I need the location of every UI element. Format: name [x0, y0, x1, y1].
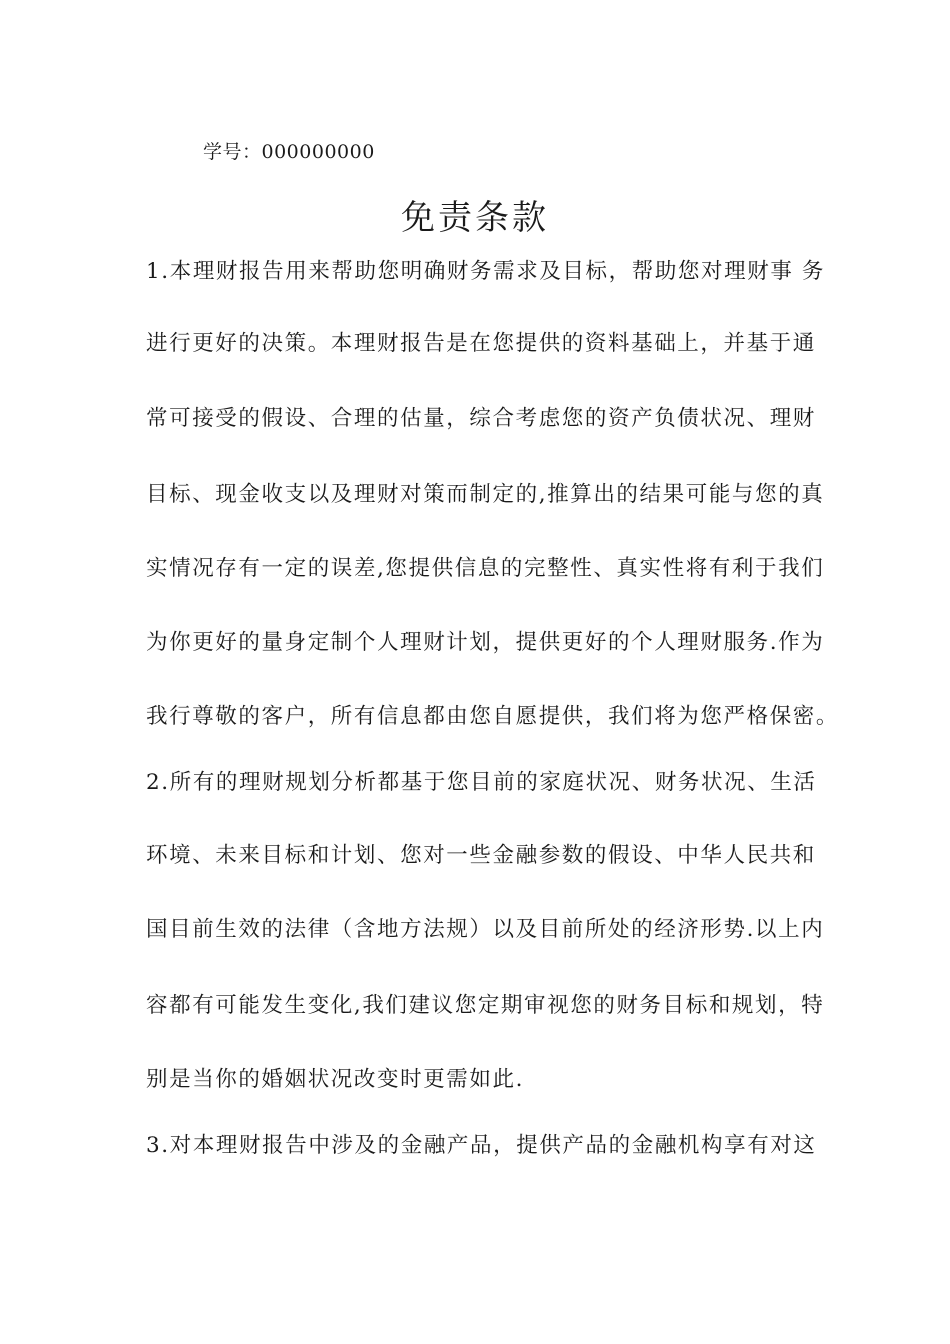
- body-line: 为你更好的量身定制个人理财计划，提供更好的个人理财服务.作为: [146, 630, 825, 655]
- student-id: 学号：000000000: [203, 141, 375, 163]
- body-line: 3.对本理财报告中涉及的金融产品，提供产品的金融机构享有对这: [146, 1133, 817, 1158]
- page-title: 免责条款: [401, 198, 549, 238]
- body-line: 2.所有的理财规划分析都基于您目前的家庭状况、财务状况、生活: [146, 770, 817, 795]
- body-line: 1.本理财报告用来帮助您明确财务需求及目标，帮助您对理财事 务: [146, 259, 825, 284]
- body-line: 实情况存有一定的误差,您提供信息的完整性、真实性将有利于我们: [146, 556, 825, 581]
- body-line: 别是当你的婚姻状况改变时更需如此.: [146, 1067, 525, 1092]
- body-line: 容都有可能发生变化,我们建议您定期审视您的财务目标和规划，特: [146, 993, 825, 1018]
- body-line: 目标、现金收支以及理财对策而制定的,推算出的结果可能与您的真: [146, 482, 825, 507]
- body-line: 进行更好的决策。本理财报告是在您提供的资料基础上，并基于通: [146, 331, 816, 356]
- body-line: 我行尊敬的客户，所有信息都由您自愿提供，我们将为您严格保密。: [146, 704, 840, 729]
- body-line: 常可接受的假设、合理的估量，综合考虑您的资产负债状况、理财: [146, 406, 816, 431]
- body-line: 环境、未来目标和计划、您对一些金融参数的假设、中华人民共和: [146, 843, 816, 868]
- body-line: 国目前生效的法律（含地方法规）以及目前所处的经济形势.以上内: [146, 917, 825, 942]
